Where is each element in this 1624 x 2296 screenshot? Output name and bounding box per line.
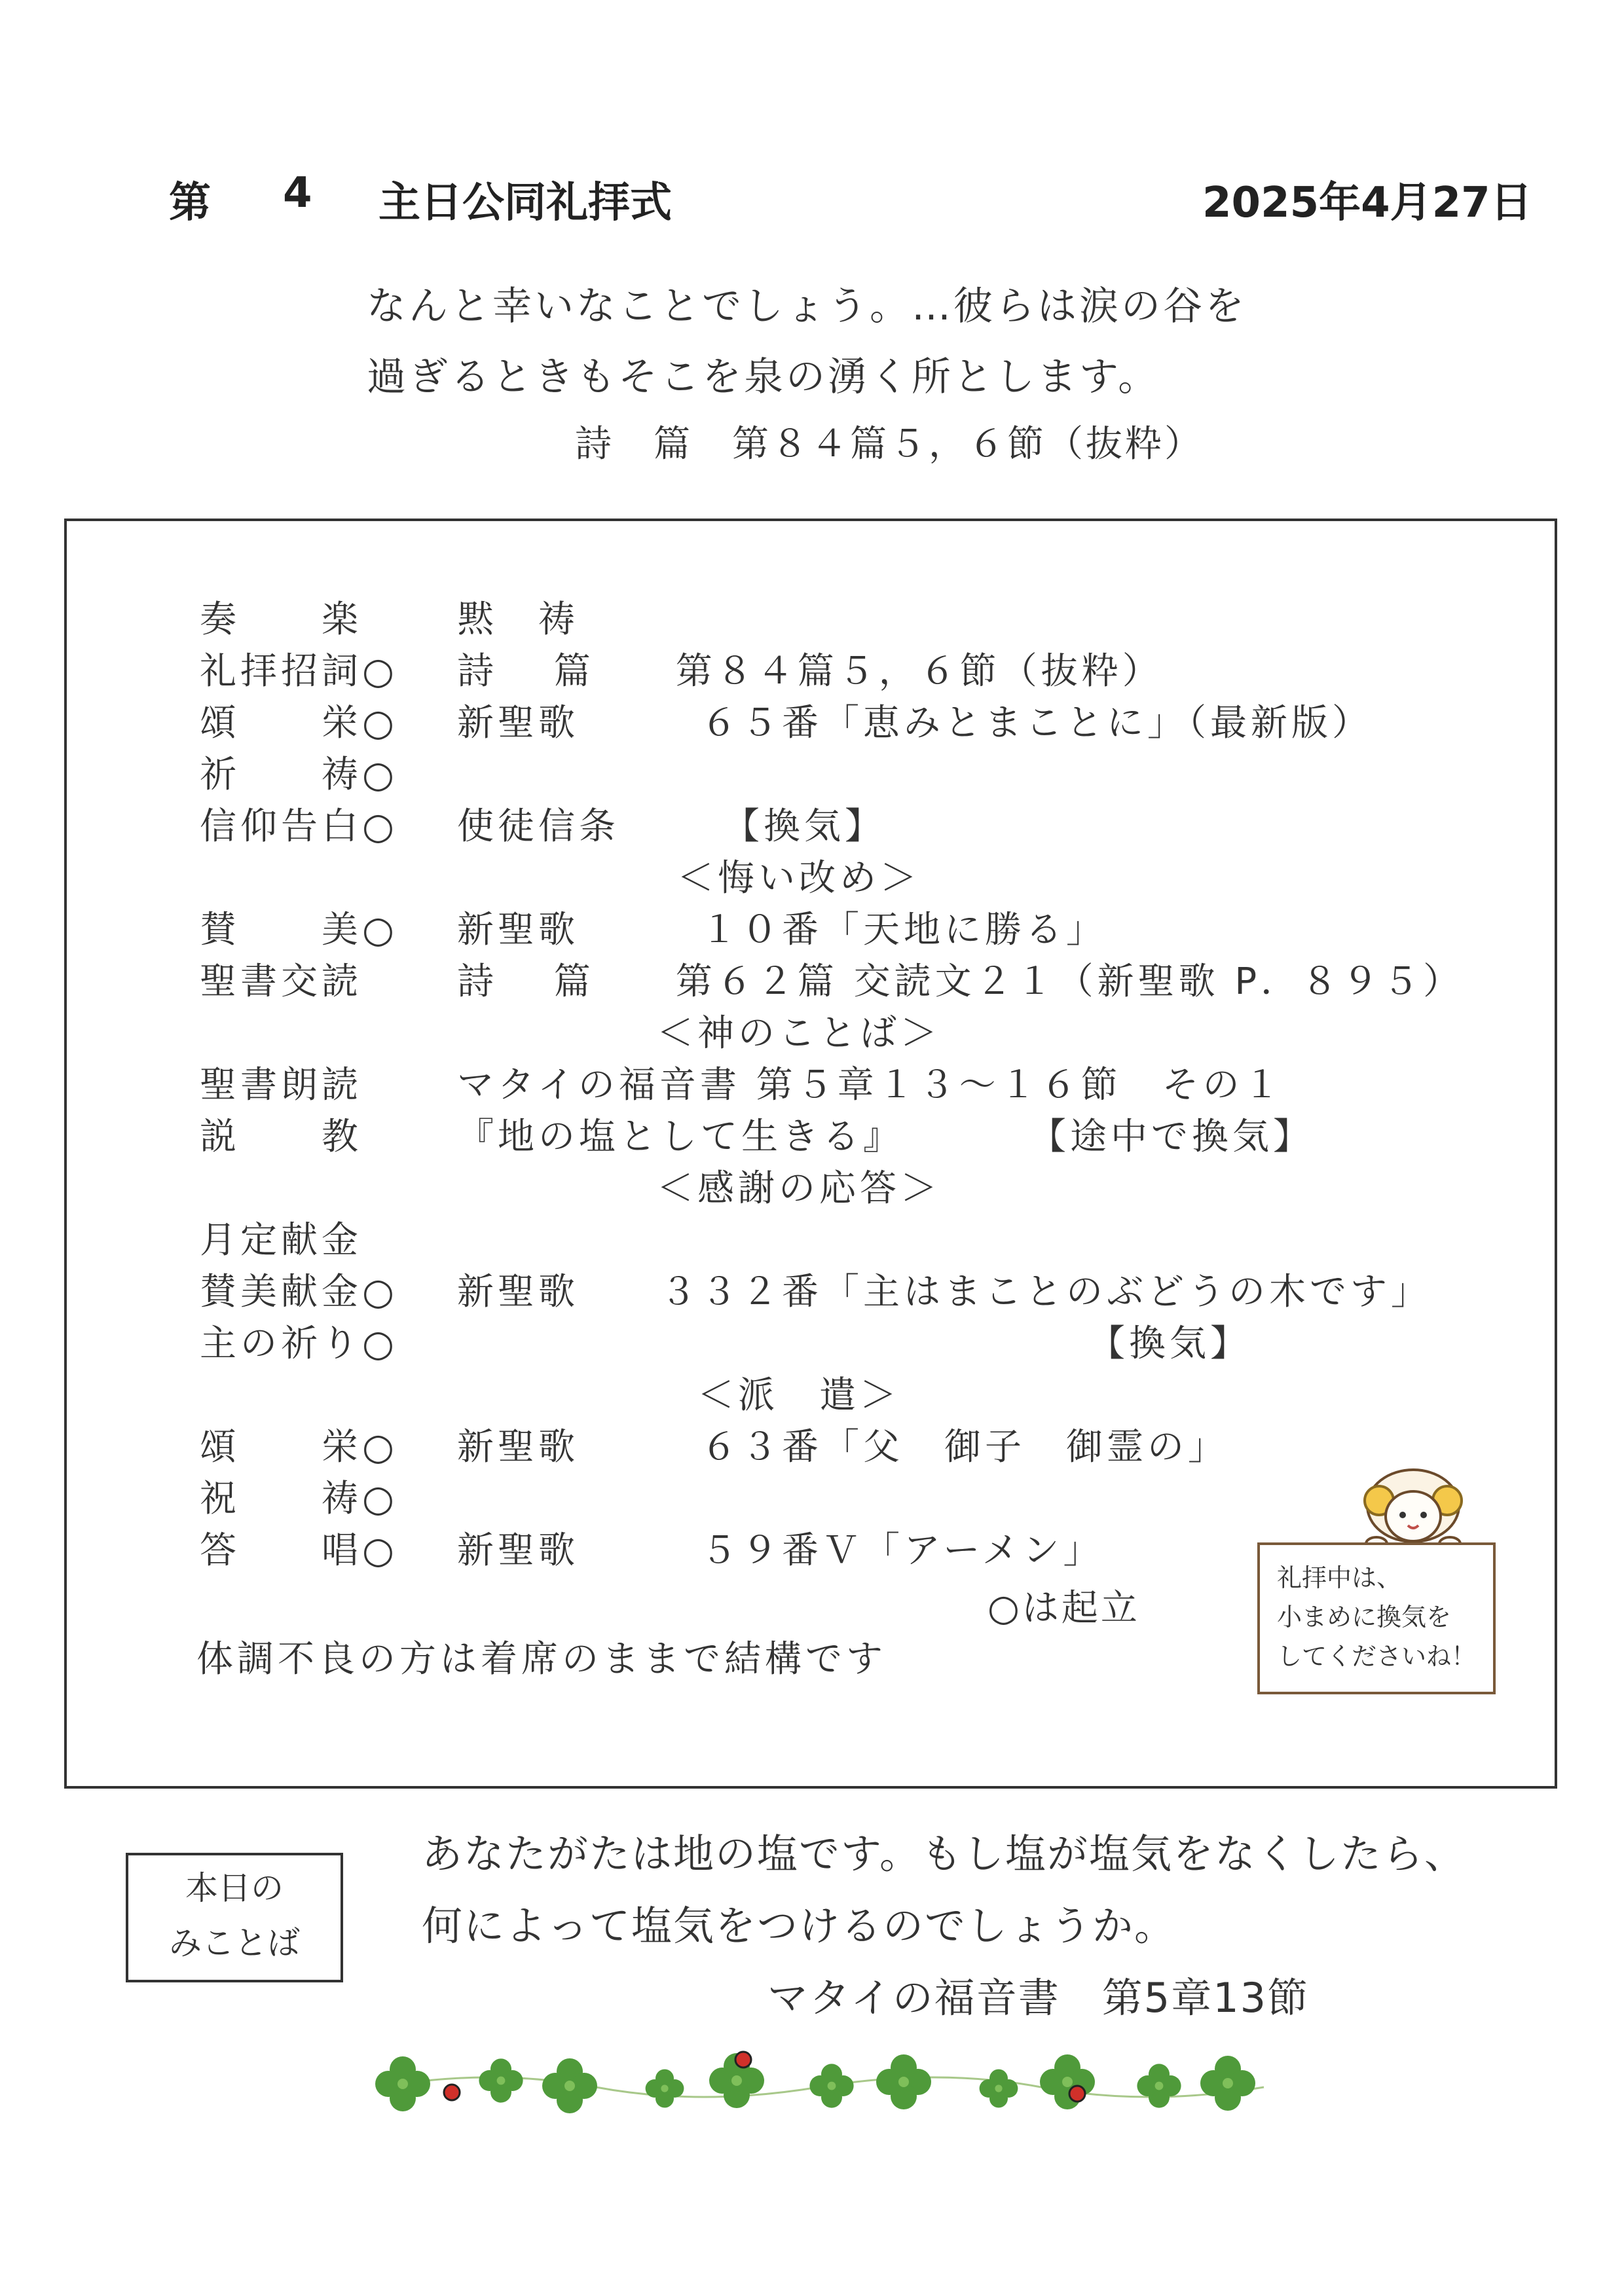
- order-item-detail: 新聖歌 ６５番「恵みとまことに」（最新版）: [457, 702, 1373, 744]
- order-item-detail: 詩 篇 第６２篇 交読文２１（新聖歌 P．８９５）: [457, 960, 1464, 1003]
- ventilation-sign: [1257, 1542, 1496, 1694]
- clover-icon: [1200, 2056, 1255, 2111]
- opening-verse-line-2: 過ぎるときもそこを泉の湧く所とします。: [367, 354, 1160, 400]
- clover-icon: [479, 2058, 523, 2102]
- service-number-prefix: 第: [169, 179, 211, 227]
- todays-word-box: [126, 1853, 343, 1982]
- todays-word-line-1: あなたがたは地の塩です。もし塩が塩気をなくしたら、: [422, 1830, 1467, 1878]
- order-item-detail: マタイの福音書 第５章１３～１６節 その１: [457, 1064, 1284, 1106]
- order-item-label: 賛美献金○: [200, 1271, 398, 1313]
- ladybug-icon: [1069, 2086, 1085, 2102]
- sign-line-2: 小まめに換気を: [1277, 1603, 1452, 1631]
- order-item-detail: 詩 篇 第８４篇５，６節（抜粋）: [457, 650, 1163, 693]
- order-item-label: 信仰告白○: [200, 805, 398, 848]
- sign-line-3: してくださいね！: [1277, 1642, 1477, 1671]
- todays-word-line-2: 何によって塩気をつけるのでしょうか。: [422, 1902, 1177, 1950]
- sign-line-1: 礼拝中は、: [1277, 1563, 1402, 1592]
- clover-ladybug-garland-icon: [373, 2041, 1270, 2126]
- order-item-detail: 新聖歌 ３３２番「主はまことのぶどうの木です」: [457, 1271, 1431, 1313]
- order-item-detail: 使徒信条 【換気】: [457, 805, 885, 848]
- order-item-label: 礼拝招詞○: [200, 650, 398, 693]
- order-item-detail: 黙 祷: [457, 598, 579, 641]
- clover-icon: [542, 2058, 597, 2113]
- clover-icon: [809, 2064, 853, 2107]
- order-item-label: 聖書朗読: [200, 1064, 362, 1106]
- order-section-heading: ＜感謝の応答＞: [657, 1167, 941, 1210]
- ladybug-icon: [735, 2052, 751, 2068]
- order-item-label: 頌 栄○: [200, 702, 398, 744]
- todays-word-reference: マタイの福音書 第5章13節: [767, 1974, 1310, 2022]
- clover-icon: [646, 2069, 684, 2108]
- order-item-label: 賛 美○: [200, 909, 398, 951]
- order-item-label: 奏 楽: [200, 598, 362, 641]
- opening-verse-line-1: なんと幸いなことでしょう。…彼らは涙の谷を: [367, 283, 1247, 329]
- order-item-label: 答 唱○: [200, 1529, 398, 1572]
- order-item-label: 説 教: [200, 1116, 362, 1158]
- order-section-heading: ＜悔い改め＞: [677, 857, 921, 900]
- order-item-detail: 『地の塩として生きる』 【途中で換気】: [457, 1116, 1314, 1158]
- order-item-label: 主の祈り○: [200, 1322, 398, 1365]
- order-item-label: 祈 祷○: [200, 754, 398, 796]
- order-item-label: 祝 祷○: [200, 1478, 398, 1520]
- standing-note: ○は起立: [987, 1587, 1140, 1630]
- order-item-detail: 新聖歌 ６３番「父 御子 御霊の」: [457, 1426, 1228, 1468]
- clover-icon: [876, 2054, 931, 2109]
- clover-icon: [1040, 2054, 1095, 2109]
- ladybug-icon: [444, 2085, 460, 2100]
- order-item-label: 頌 栄○: [200, 1426, 398, 1468]
- order-item-detail: 新聖歌 ５９番Ｖ「アーメン」: [457, 1529, 1104, 1572]
- order-section-heading: ＜派 遣＞: [697, 1374, 900, 1417]
- order-item-label: 月定献金: [200, 1219, 362, 1262]
- service-title: 主日公同礼拝式: [378, 179, 672, 227]
- order-section-heading: ＜神のことば＞: [657, 1012, 941, 1055]
- clover-icon: [375, 2056, 430, 2111]
- clover-icon: [1137, 2064, 1181, 2107]
- order-item-label: 聖書交読: [200, 960, 362, 1003]
- service-number: 4: [283, 169, 312, 217]
- service-date: 2025年4月27日: [1202, 179, 1532, 227]
- todays-word-box-line-1: 本日の: [185, 1869, 284, 1907]
- order-item-detail: 【換気】: [457, 1322, 1251, 1365]
- order-item-detail: 新聖歌 １０番「天地に勝る」: [457, 909, 1107, 951]
- health-note: 体調不良の方は着席のままで結構です: [196, 1638, 887, 1681]
- sheep-mascot-icon: [1354, 1460, 1472, 1552]
- clover-icon: [980, 2069, 1018, 2108]
- opening-verse-reference: 詩 篇 第８４篇５，６節（抜粋）: [575, 423, 1204, 465]
- todays-word-box-line-2: みことば: [169, 1924, 300, 1962]
